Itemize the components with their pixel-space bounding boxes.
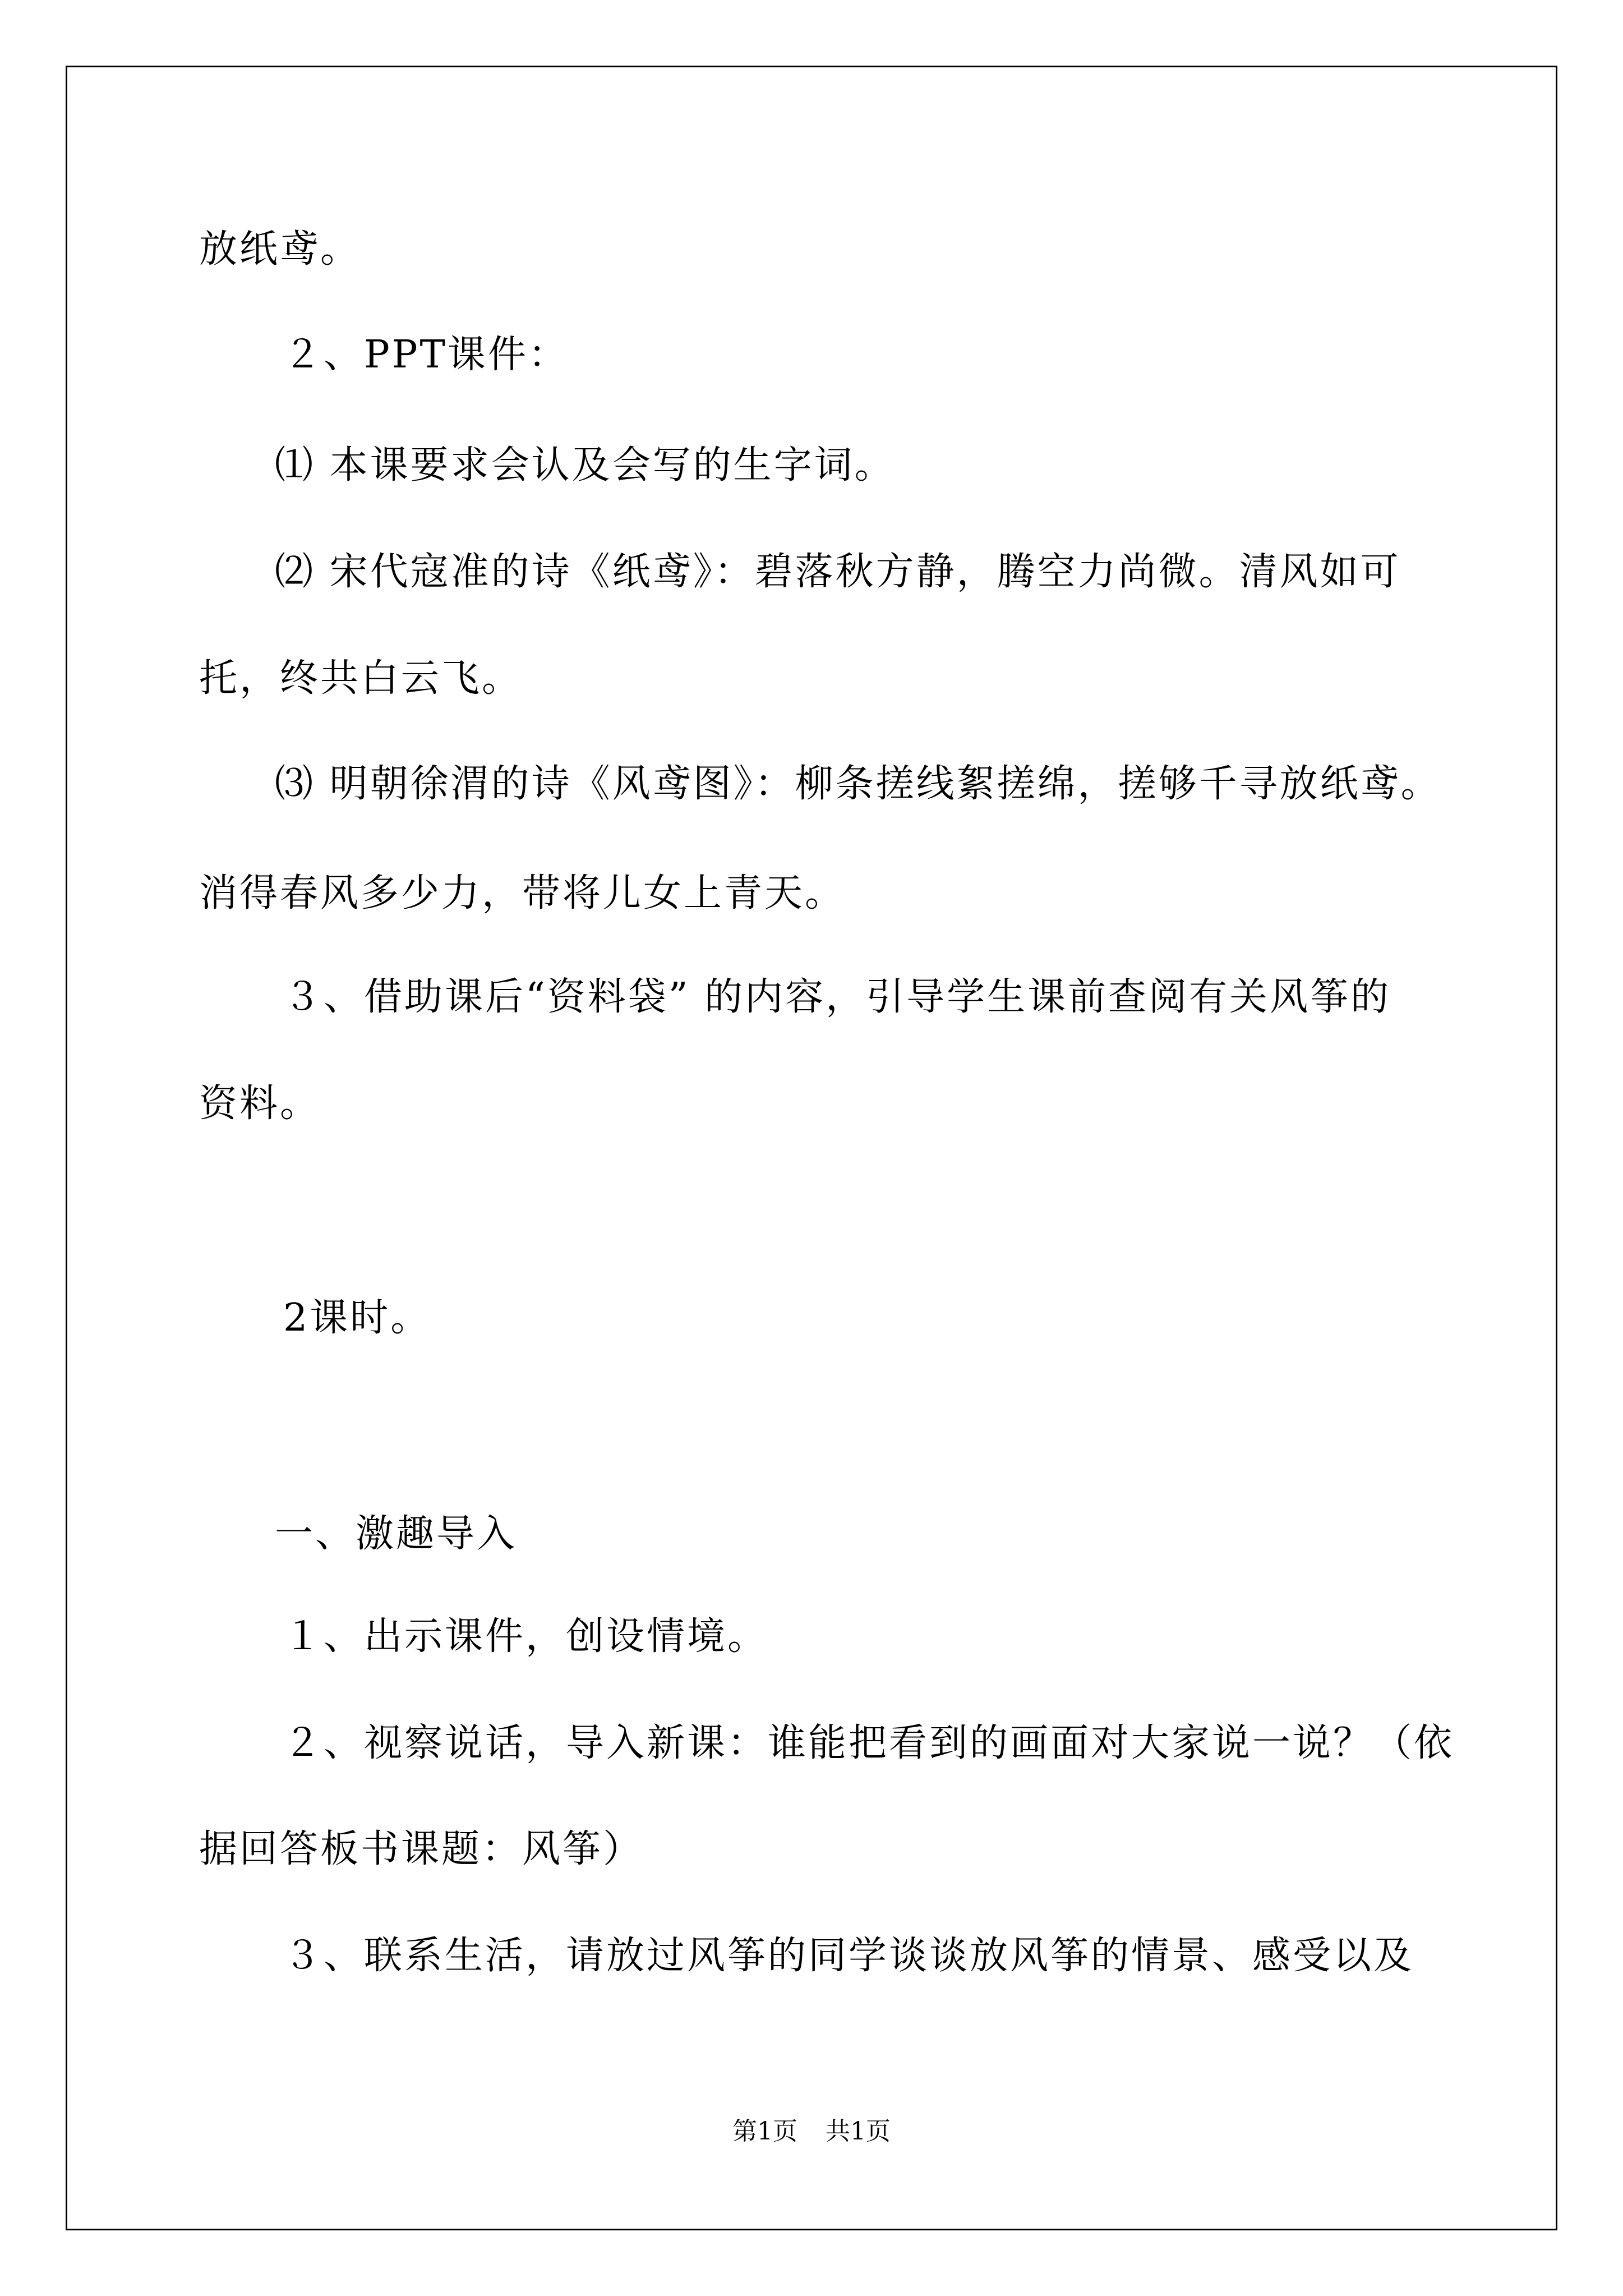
text-line: ２、PPT课件： <box>283 333 569 377</box>
text-line: ２、视察说话，导入新课：谁能把看到的画面对大家说一说？（依 <box>283 1721 1455 1765</box>
text-line: ⑶ 明朝徐渭的诗《风鸢图》：柳条搓线絮搓绵，搓够千寻放纸鸢。 <box>275 762 1441 806</box>
text-line: ⑴ 本课要求会认及会写的生字词。 <box>275 443 895 487</box>
text-line: 据回答板书课题：风筝） <box>199 1827 644 1871</box>
text-line: ⑵ 宋代寇准的诗《纸鸢》：碧落秋方静，腾空力尚微。清风如可 <box>275 550 1401 594</box>
page-border <box>66 66 1557 2230</box>
text-line: ３、联系生活，请放过风筝的同学谈谈放风筝的情景、感受以及 <box>283 1934 1414 1978</box>
page-footer <box>0 2115 1623 2148</box>
page-number: 第1页 <box>732 2117 797 2146</box>
text-line: １、出示课件，创设情境。 <box>283 1614 768 1659</box>
text-line: 一、激趣导入 <box>275 1512 518 1556</box>
text-line: 消得春风多少力，带将儿女上青天。 <box>199 871 846 915</box>
text-line: 资料。 <box>199 1082 321 1126</box>
text-line: 2课时。 <box>283 1296 431 1340</box>
text-line: ３、借助课后“资料袋” 的内容，引导学生课前查阅有关风筝的 <box>283 975 1391 1019</box>
text-line: 托，终共白云飞。 <box>199 656 523 701</box>
text-line: 放纸鸢。 <box>199 227 361 272</box>
page-total: 共1页 <box>826 2117 891 2146</box>
